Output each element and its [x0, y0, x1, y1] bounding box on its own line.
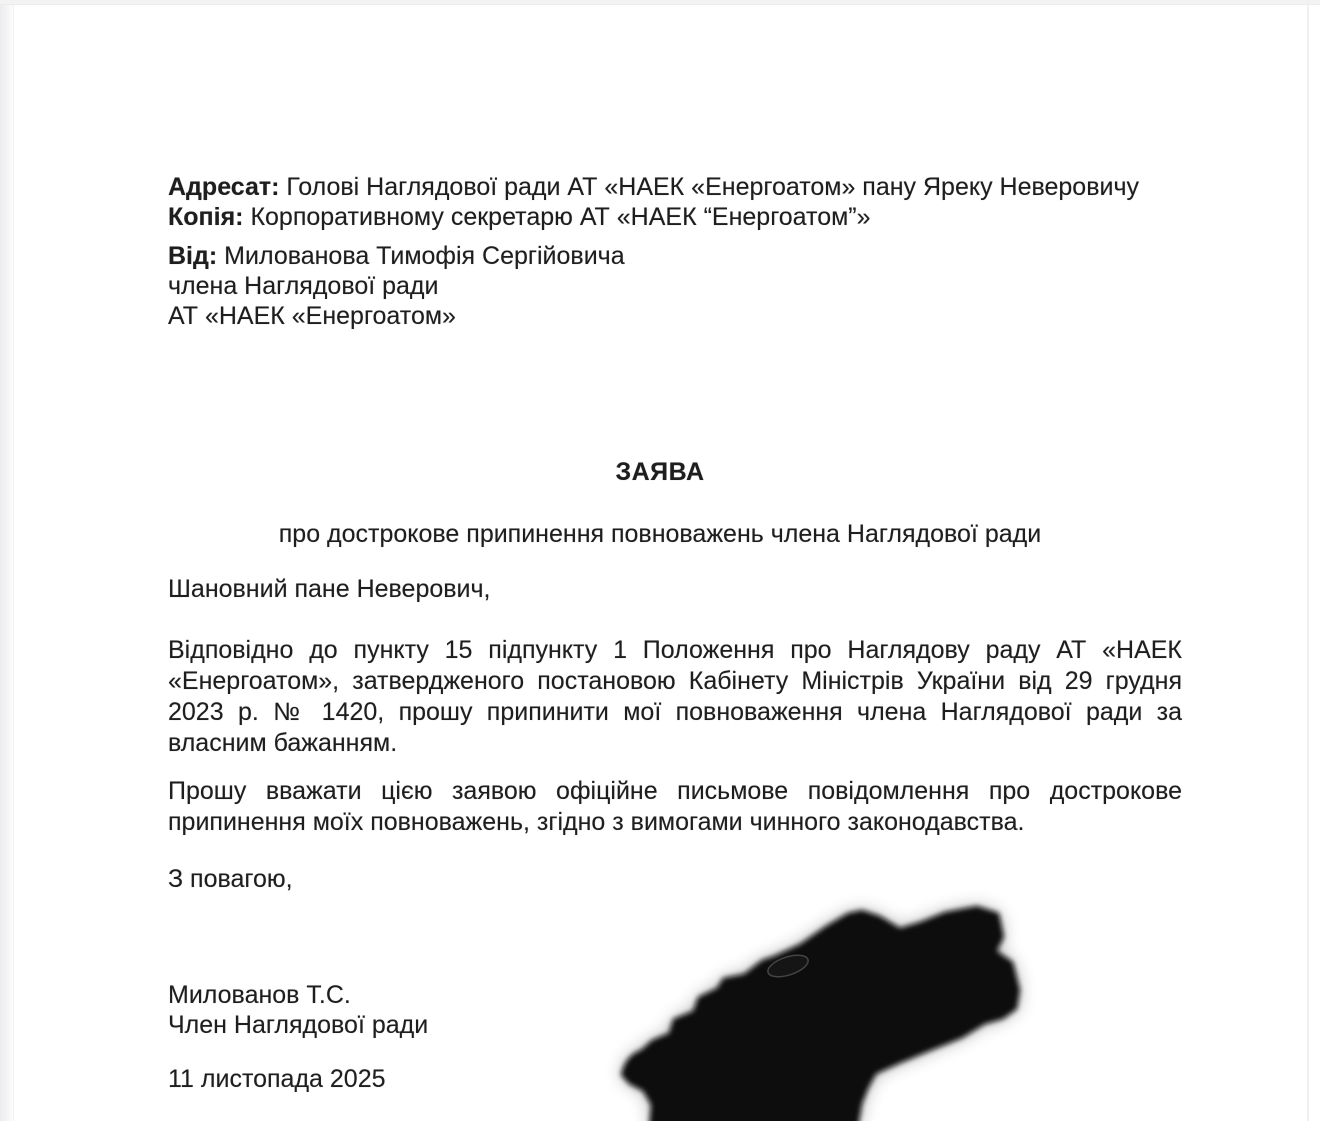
page-edge-top	[0, 0, 1320, 5]
date-line: 11 листопада 2025	[168, 1065, 386, 1093]
closing-phrase: З повагою,	[168, 865, 293, 893]
document-title: ЗАЯВА	[615, 458, 705, 486]
sender-label: Від:	[168, 242, 218, 270]
signatory-name: Милованов Т.С.	[168, 981, 351, 1009]
redaction-halo	[621, 906, 1020, 1121]
addressee-label: Адресат:	[168, 173, 280, 201]
addressee-block	[168, 172, 1188, 232]
page-edge-left	[0, 0, 14, 1121]
body-paragraph-1: Відповідно до пункту 15 підпункту 1 Положення про Наглядову раду АТ «НАЕК «Енергоатом», затвердженого постановою Кабінету Міністрів України від 29 грудня 2023 р. № 1420, прошу припинити мої повноваження члена Наглядової ради за власним бажанням.	[168, 636, 1182, 757]
document-subtitle: про дострокове припинення повноважень члена Наглядової ради	[278, 520, 1042, 548]
addressee-line	[168, 172, 1188, 202]
sender-role: члена Наглядової ради	[168, 272, 439, 300]
redaction-pen-loop	[765, 951, 811, 981]
copy-text: Корпоративному секретарю АТ «НАЕК “Енергоатом”»	[250, 203, 871, 231]
copy-label: Копія:	[168, 203, 244, 231]
body-paragraph-2: Прошу вважати цією заявою офіційне письмове повідомлення про дострокове припинення моїх повноважень, згідно з вимогами чинного законодавства.	[168, 777, 1182, 836]
page-edge-right	[1307, 0, 1309, 1121]
sender-name: Милованова Тимофія Сергійовича	[224, 242, 625, 270]
addressee-text: Голові Наглядової ради АТ «НАЕК «Енергоатом» пану Яреку Неверовичу	[286, 173, 1139, 201]
sender-company: АТ «НАЕК «Енергоатом»	[168, 302, 456, 330]
salutation: Шановний пане Неверович,	[168, 575, 491, 603]
signatory-position: Член Наглядової ради	[168, 1011, 429, 1039]
signature-block	[168, 980, 428, 1040]
copy-line	[168, 202, 1188, 232]
sender-line	[168, 241, 1188, 271]
sender-block	[168, 241, 1188, 331]
redaction-shape	[621, 906, 1020, 1121]
